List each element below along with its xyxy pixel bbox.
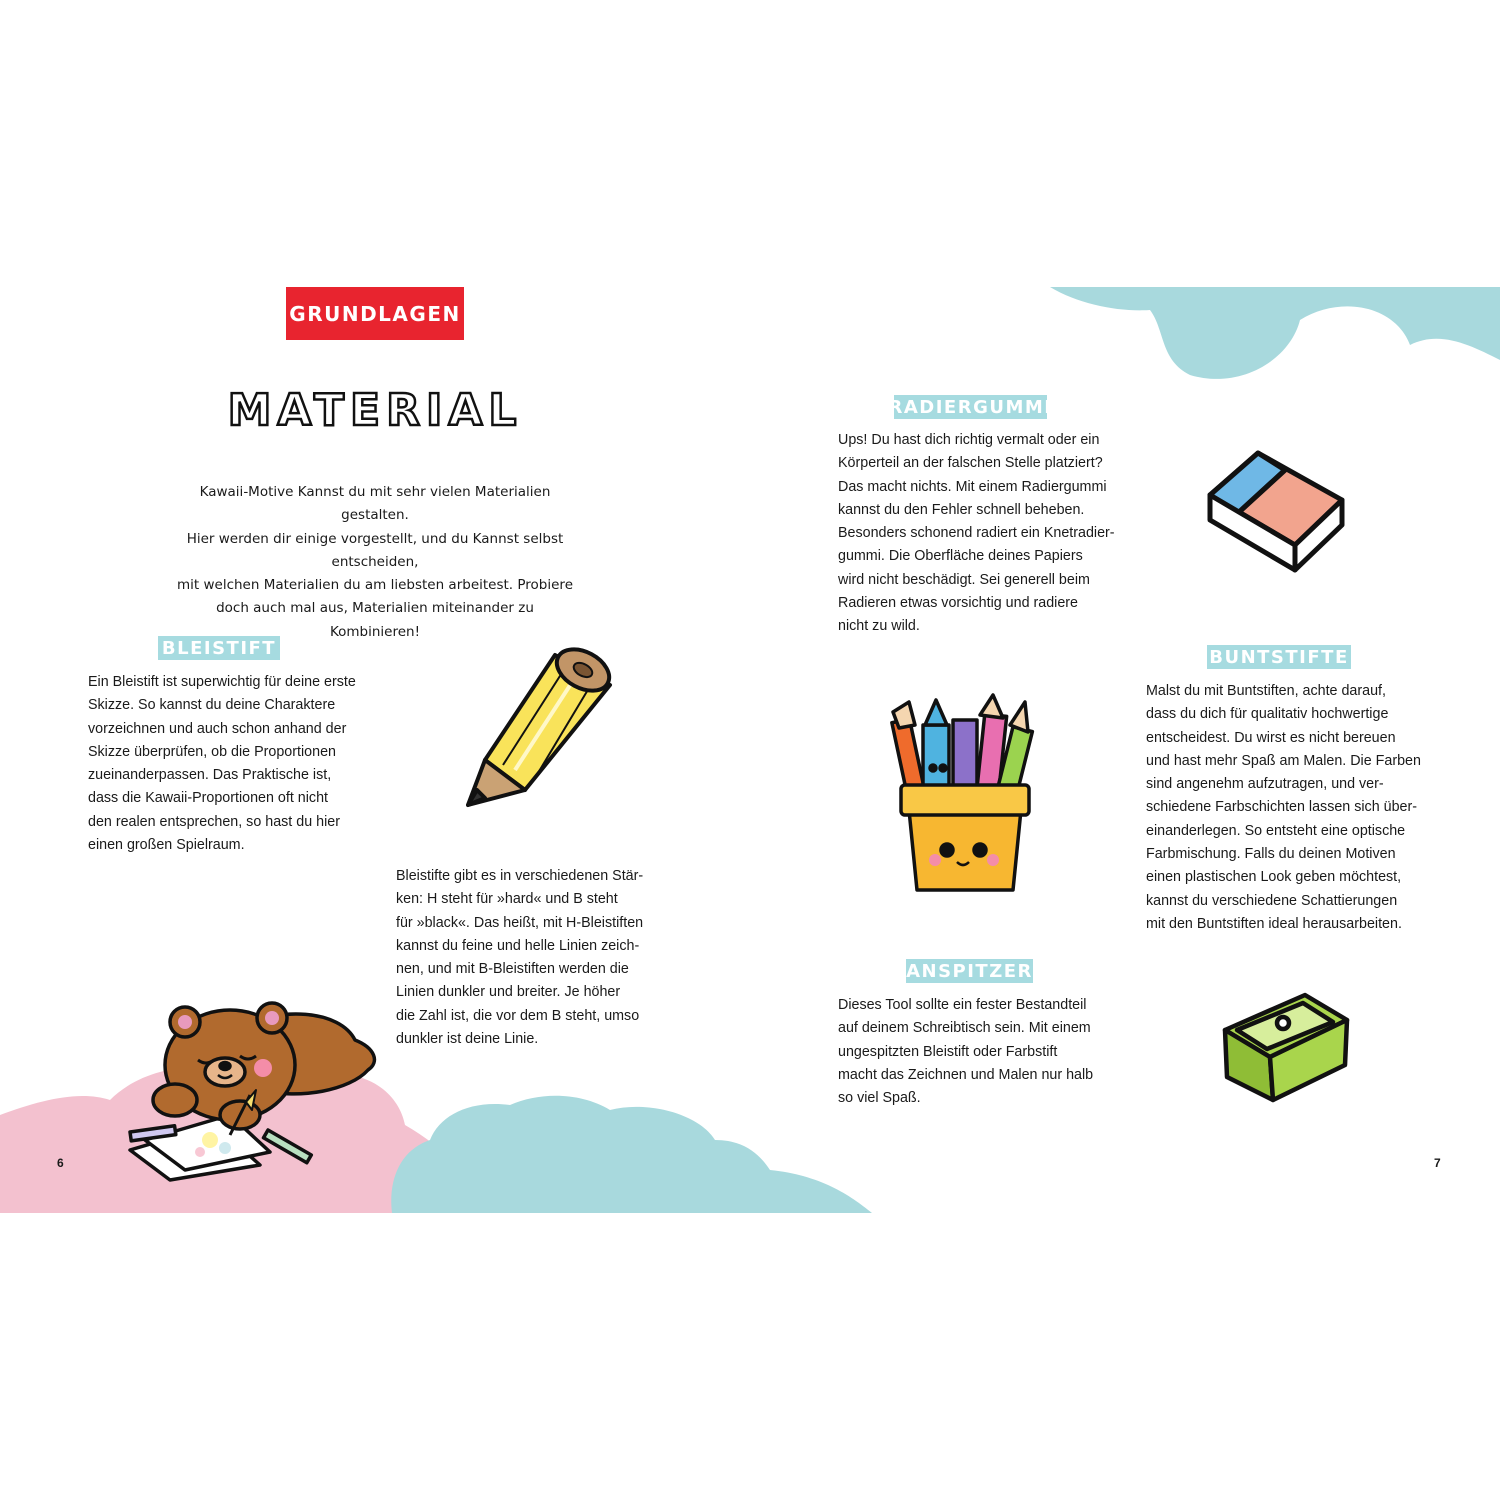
text-bleistift: Ein Bleistift ist superwichtig für deine erste Skizze. So kannst du deine Charaktere vorzeichnen und auch schon anhand der Skizze überprüfen, ob die Proportionen zueinanderpassen. Das Praktische ist, dass die Kawaii-Proportionen oft nicht den realen entsprechen, so hast du hier einen großen Spielraum. xyxy=(88,674,356,854)
label-radiergummi: RADIERGUMMI xyxy=(888,396,1053,418)
page-title: MATERIAL xyxy=(227,385,523,436)
eraser-illustration xyxy=(1200,445,1360,580)
bear-illustration xyxy=(100,990,390,1185)
pencil-cup-illustration xyxy=(885,690,1045,900)
cloud-bottom-blue xyxy=(391,1096,872,1213)
cloud-top-right xyxy=(1050,287,1500,379)
intro-paragraph: Kawaii-Motive Kannst du mit sehr vielen Materialien gestalten. Hier werden dir einige vorgestellt, und du Kannst selbst entscheiden, mit welchen Materialien du am liebsten arbeitest. Probiere doch auch mal aus, Materialien miteinander zu Kombinieren! xyxy=(176,484,573,640)
sharpener-illustration xyxy=(1215,985,1360,1115)
section-tag-grundlagen: GRUNDLAGEN xyxy=(286,287,464,340)
pencil-illustration xyxy=(455,630,630,815)
page-number-right: 7 xyxy=(1434,1156,1441,1170)
label-buntstifte: BUNTSTIFTE xyxy=(1207,645,1351,669)
label-bleistift: BLEISTIFT xyxy=(158,636,280,660)
intro-text xyxy=(170,481,580,644)
text-anspitzer: Dieses Tool sollte ein fester Bestandteil auf deinem Schreibtisch sein. Mit einem ungespitzten Bleistift oder Farbstift macht das Zeichnen und Malen nur halb so viel Spaß. xyxy=(838,997,1094,1107)
text-buntstifte: Malst du mit Buntstiften, achte darauf, dass du dich für qualitativ hochwertige entscheidest. Du wirst es nicht bereuen und hast mehr Spaß am Malen. Die Farben sind angenehm aufzutragen, und ver- schiedene Farbschichten lassen sich über- einanderlegen. So entsteht eine optische Farbmischung. Falls du deinen Motiven einen plastischen Look geben möchtest, kannst du verschiedene Schattierungen mit den Buntstiften ideal herausarbeiten. xyxy=(1146,683,1421,932)
label-anspitzer: ANSPITZER xyxy=(906,960,1033,982)
page-number-left: 6 xyxy=(57,1156,64,1170)
text-radiergummi: Ups! Du hast dich richtig vermalt oder ein Körperteil an der falschen Stelle platziert? Das macht nichts. Mit einem Radiergummi kannst du den Fehler schnell beheben. Besonders schonend radiert ein Knetradier- gummi. Die Oberfläche deines Papiers wird nicht beschädigt. Sei generell beim Radieren etwas vorsichtig und radiere nicht zu wild. xyxy=(838,432,1115,635)
text-bleistift-staerken: Bleistifte gibt es in verschiedenen Stär- ken: H steht für »hard« und B steht für »black«. Das heißt, mit H-Bleistiften kannst du feine und helle Linien zeich- nen, und mit B-Bleistiften werden die Linien dunkler und breiter. Je höher die Zahl ist, die vor dem B steht, umso dunkler ist deine Linie. xyxy=(396,868,644,1048)
